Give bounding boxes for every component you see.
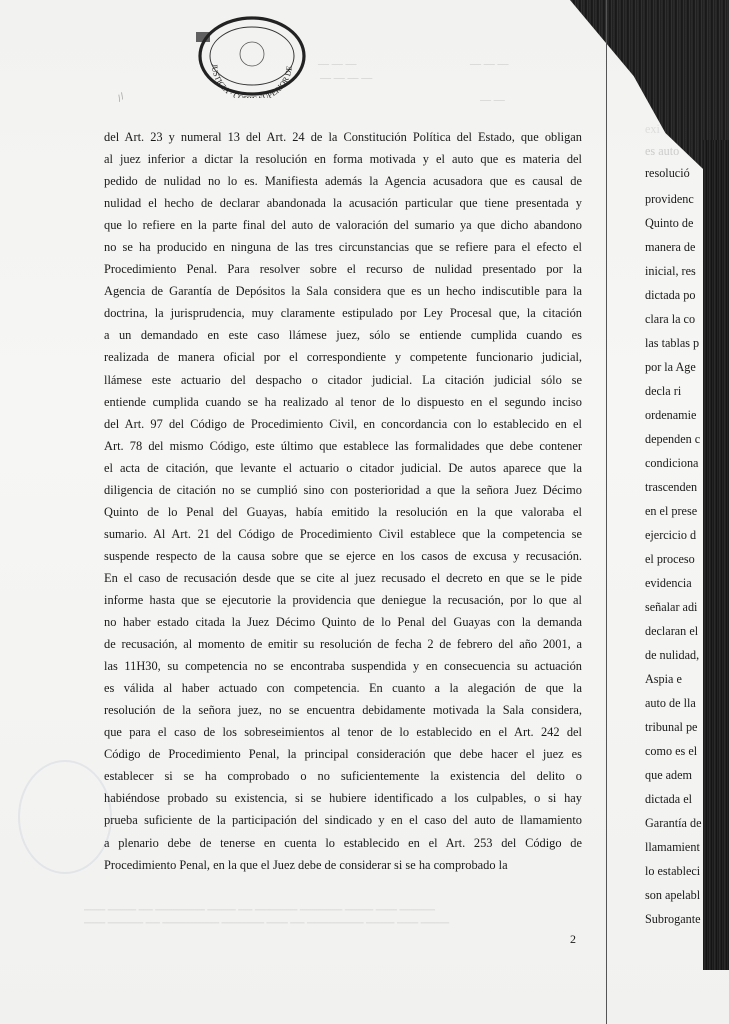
- body-line: Procedimiento Penal. Para resolver sobre el recurso de nulidad presentado por la: [104, 262, 582, 277]
- adjacent-page-fragment: Aspia e: [645, 672, 682, 686]
- body-line: doctrina, la jurisprudencia, muy claramente estipulado por Ley Procesal que, la citación: [104, 306, 582, 321]
- body-line: Art. 78 del mismo Código, este último que establece las formalidades que debe contener: [104, 438, 582, 453]
- body-line: suspende respecto de la causa sobre que se ejerce en los casos de excusa y recusación.: [104, 548, 582, 563]
- adjacent-page-fragment: por la Age: [645, 360, 696, 374]
- adjacent-page-fragment: dependen c: [645, 432, 701, 446]
- body-line: prueba suficiente de la participación del sindicado y en el caso del auto de llamamiento: [104, 813, 582, 828]
- body-line: a un demandado en este caso llámese juez, sólo se entiende cumplida cuando es: [104, 328, 582, 343]
- adjacent-page-fragment: como es el: [645, 744, 698, 758]
- adjacent-page-fragment: providenc: [645, 192, 694, 206]
- body-line: Quinto de lo Penal del Guayas, había emitido la resolución en la que valoraba el: [104, 504, 582, 519]
- body-line: entiende cumplida cuando se ha realizado al tenor de lo dispuesto en el segundo inciso: [104, 394, 582, 409]
- document-body: [104, 126, 582, 876]
- adjacent-page-fragment: son apelabl: [645, 888, 701, 902]
- adjacent-page-fragment: manera de: [645, 240, 696, 254]
- body-line: diligencia de citación no se cumplió sino con posterioridad a que la señora Juez Décimo: [104, 482, 582, 497]
- body-line: no haber estado citada la Juez Décimo Quinto de lo Penal del Guayas con la demanda: [104, 615, 582, 630]
- body-line: resolución de la señora juez, no se encuentra debidamente motivada la Sala considera,: [104, 703, 582, 718]
- bleed-through-text: — — —: [318, 58, 357, 70]
- adjacent-page-fragment: exi: [645, 122, 660, 136]
- bleed-through-text: — —: [480, 94, 505, 106]
- faint-seal-bleed: [18, 760, 112, 874]
- body-line: habiéndose probado su existencia, si se hubiere identificado a los culpables, o si hay: [104, 791, 582, 806]
- adjacent-page-fragment: resolució: [645, 166, 690, 180]
- body-line: informe hasta que se ejecutorie la providencia que deniegue la recusación, por lo que al: [104, 592, 582, 607]
- adjacent-page-fragment: Quinto de: [645, 216, 694, 230]
- adjacent-page-fragment: Garantía de: [645, 816, 702, 830]
- court-seal-stamp: [192, 14, 310, 98]
- adjacent-page-fragment: en el prese: [645, 504, 698, 518]
- bleed-through-text: — — —: [470, 58, 509, 70]
- svg-text:JUSTICIA · CORTE SUPERIOR DE G: [192, 14, 294, 98]
- adjacent-page-fragment: llamamient: [645, 840, 700, 854]
- body-line: nulidad el hecho de declarar abandonada la acusación particular que tiene presentada y: [104, 196, 582, 211]
- adjacent-page-fragment: ejercicio d: [645, 528, 697, 542]
- adjacent-page-fragment: inicial, res: [645, 264, 696, 278]
- body-line: que lo refiere en la parte final del auto de valoración del sumario ya que dicho abandono: [104, 218, 582, 233]
- body-line: las 11H30, su competencia no se encontraba suspendida y en consecuencia su actuación: [104, 659, 582, 674]
- body-line: de recusación, al momento de emitir su resolución de fecha 2 de febrero del año 2001, a: [104, 637, 582, 652]
- adjacent-page-fragment: decla ri: [645, 384, 682, 398]
- adjacent-page-fragment: clara la co: [645, 312, 696, 326]
- adjacent-page-fragment: lo estableci: [645, 864, 701, 878]
- adjacent-page-fragment: es auto: [645, 144, 680, 158]
- adjacent-page-fragment: dictada po: [645, 288, 696, 302]
- body-line: Código de Procedimiento Penal, la principal consideración que debe hacer el juez es: [104, 747, 582, 762]
- body-line: Agencia de Garantía de Depósitos la Sala considera que es un hecho indiscutible para la: [104, 284, 582, 299]
- body-line: pedido de nulidad no lo es. Manifiesta además la Agencia acusadora que es causal de: [104, 174, 582, 189]
- adjacent-page-fragment: evidencia: [645, 576, 692, 590]
- adjacent-page-fragment: que adem: [645, 768, 693, 782]
- adjacent-page-fragment: trascenden: [645, 480, 698, 494]
- page-number: 2: [570, 932, 576, 946]
- bleed-through-text: — — — —: [320, 72, 373, 84]
- stamp-arc-text: JUSTICIA · CO UPERIOR DE: [209, 63, 294, 98]
- adjacent-page-column: [606, 0, 717, 1024]
- adjacent-page-fragment: ordenamie: [645, 408, 697, 422]
- body-line: En el caso de recusación desde que se cite al juez recusado el decreto en que se le pide: [104, 570, 582, 585]
- adjacent-page-fragment: las tablas p: [645, 336, 700, 350]
- body-line: el acta de citación, que levante el actuario o citador judicial. De autos aparece que la: [104, 460, 582, 475]
- adjacent-page-fragment: auto de lla: [645, 696, 696, 710]
- body-line: es válida al haber actuado con competencia. En cuanto a la alegación de que la: [104, 681, 582, 696]
- body-line: al juez inferior a dictar la resolución en forma motivada y el auto que es materia del: [104, 152, 582, 167]
- body-line: establecer si se ha comprobado o no suficientemente la existencia del delito o: [104, 769, 582, 784]
- body-line: realizada de manera oficial por el correspondiente y competente funcionario judicial,: [104, 350, 582, 365]
- body-line: a plenario debe de tenerse en cuenta lo establecido en el Art. 253 del Código de: [104, 835, 582, 850]
- adjacent-page-fragment: tribunal pe: [645, 720, 698, 734]
- body-line: llámese este actuario del despacho o citador judicial. La citación judicial sólo se: [104, 372, 582, 387]
- body-line: que para el caso de los sobreseimientos al tenor de lo establecido en el Art. 242 del: [104, 725, 582, 740]
- body-line: Procedimiento Penal, en la que el Juez debe de considerar si se ha comprobado la: [104, 857, 508, 872]
- adjacent-page-fragment: Subrogante: [645, 912, 701, 926]
- body-line: sumario. Al Art. 21 del Código de Procedimiento Civil establece que la competencia se: [104, 526, 582, 541]
- bleed-through-text: ─── ──── ── ─────── ──── ── ────── ────── ──── ─── ───── ─── ───── ── ──────── ────── ─── ── ──────── ──── ─── ────: [84, 905, 450, 929]
- body-line: del Art. 23 y numeral 13 del Art. 24 de la Constitución Política del Estado, que obligan: [104, 130, 582, 144]
- adjacent-page-fragment: de nulidad,: [645, 648, 700, 662]
- body-line: del Art. 97 del Código de Procedimiento Civil, en concordancia con lo establecido en el: [104, 416, 582, 431]
- adjacent-page-fragment: dictada el: [645, 792, 693, 806]
- adjacent-page-fragment: declaran el: [645, 624, 699, 638]
- adjacent-page-fragment: señalar adi: [645, 600, 698, 614]
- adjacent-page-fragment: condiciona: [645, 456, 699, 470]
- adjacent-page-fragment: el proceso: [645, 552, 695, 566]
- body-line: no se ha producido en ninguna de las tres circunstancias que se refiere para el efecto el: [104, 240, 582, 255]
- signature-mark: ⁄ ⁄: [115, 91, 126, 103]
